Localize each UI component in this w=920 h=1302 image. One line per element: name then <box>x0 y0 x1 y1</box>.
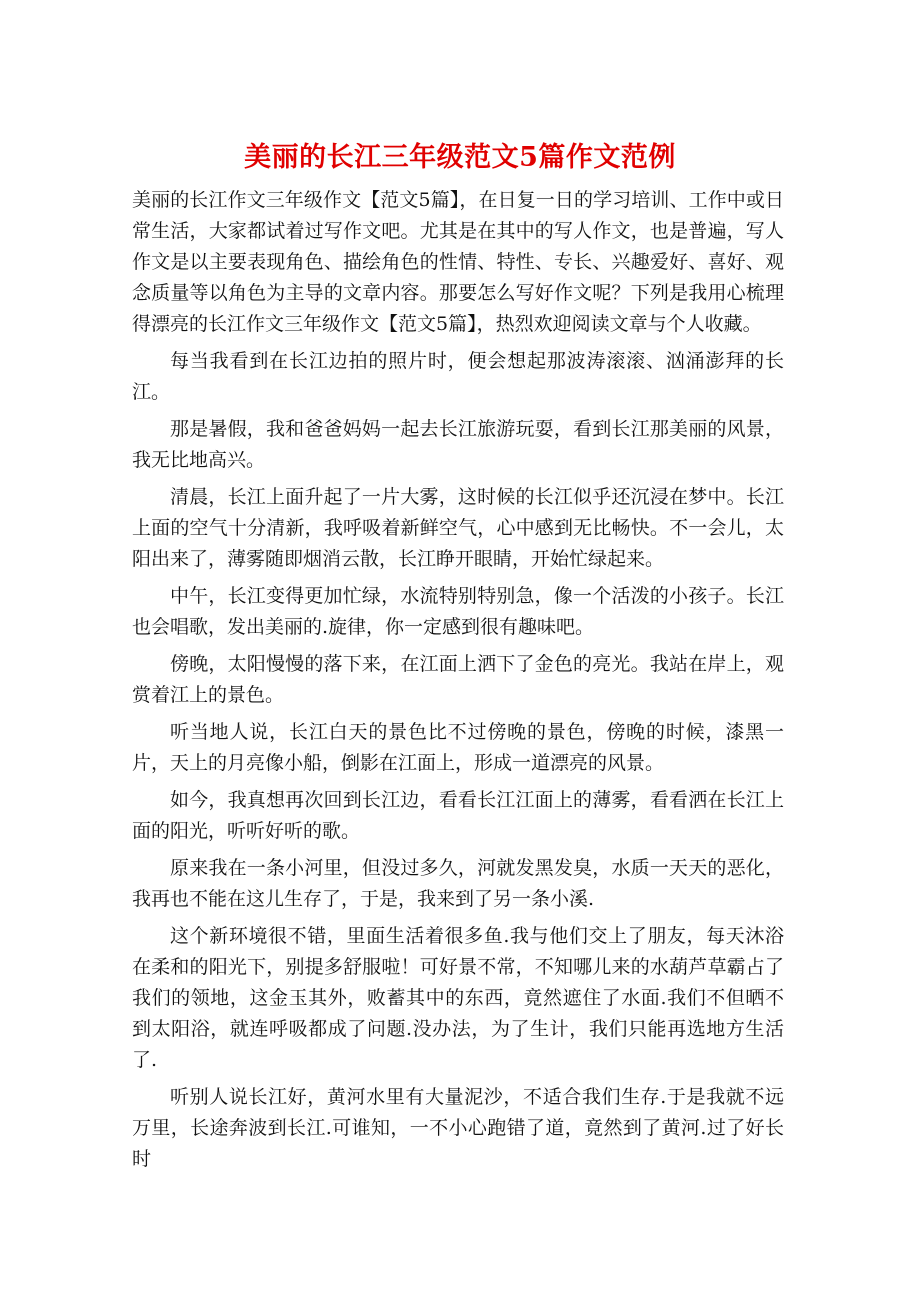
body-paragraph: 清晨，长江上面升起了一片大雾，这时候的长江似乎还沉浸在梦中。长江上面的空气十分清新，我呼吸着新鲜空气，心中感到无比畅快。不一会儿，太阳出来了，薄雾随即烟消云散，长江睁开眼睛，开始忙绿起来。 <box>132 486 784 570</box>
body-paragraph: 听当地人说，长江白天的景色比不过傍晚的景色，傍晚的时候，漆黑一片，天上的月亮像小船，倒影在江面上，形成一道漂亮的风景。 <box>132 721 784 774</box>
document-title: 美丽的长江三年级范文5篇作文范例 <box>244 142 676 173</box>
body-paragraph: 如今，我真想再次回到长江边，看看长江江面上的薄雾，看看洒在长江上面的阳光，听听好听的歌。 <box>132 789 784 842</box>
intro-paragraph: 美丽的长江作文三年级作文【范文5篇】，在日复一日的学习培训、工作中或日常生活，大家都试着过写作文吧。尤其是在其中的写人作文，也是普遍，写人作文是以主要表现角色、描绘角色的性情、特性、专长、兴趣爱好、喜好、观念质量等以角色为主导的文章内容。那要怎么写好作文呢？下列是我用心梳理得漂亮的长江作文三年级作文【范文5篇】，热烈欢迎阅读文章与个人收藏。 <box>132 189 784 335</box>
body-paragraph: 听别人说长江好，黄河水里有大量泥沙，不适合我们生存.于是我就不远万里，长途奔波到长江.可谁知，一不小心跑错了道，竟然到了黄河.过了好长时 <box>132 1086 784 1170</box>
body-paragraph: 那是暑假，我和爸爸妈妈一起去长江旅游玩耍，看到长江那美丽的风景，我无比地高兴。 <box>132 418 784 471</box>
body-paragraph: 傍晚，太阳慢慢的落下来，在江面上洒下了金色的亮光。我站在岸上，观赏着江上的景色。 <box>132 653 784 706</box>
body-paragraph: 中午，长江变得更加忙绿，水流特别特别急，像一个活泼的小孩子。长江也会唱歌，发出美丽的.旋律，你一定感到很有趣味吧。 <box>132 585 784 638</box>
body-paragraph: 原来我在一条小河里，但没过多久，河就发黑发臭，水质一天天的恶化，我再也不能在这儿生存了，于是，我来到了另一条小溪. <box>132 857 784 910</box>
body-paragraph: 每当我看到在长江边拍的照片时，便会想起那波涛滚滚、汹涌澎拜的长江。 <box>132 350 784 403</box>
document-body <box>132 185 784 1181</box>
body-paragraph: 这个新环境很不错，里面生活着很多鱼.我与他们交上了朋友，每天沐浴在柔和的阳光下，别提多舒服啦！可好景不常，不知哪儿来的水葫芦草霸占了我们的领地，这金玉其外，败蓄其中的东西，竟然遮住了水面.我们不但晒不到太阳浴，就连呼吸都成了问题.没办法，为了生计，我们只能再选地方生活了. <box>132 925 784 1071</box>
